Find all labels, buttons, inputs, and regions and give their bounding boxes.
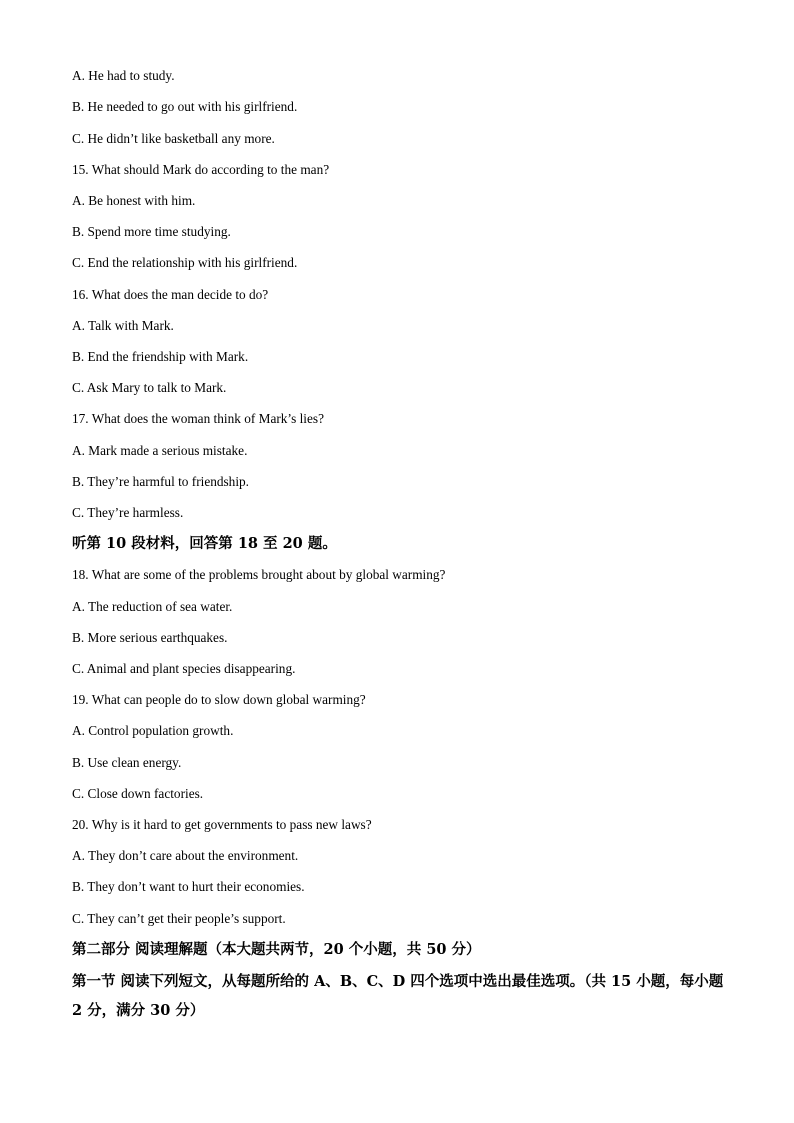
option-17b: B. They’re harmful to friendship. — [72, 474, 250, 489]
question-17: 17. What does the woman think of Mark’s lies? — [72, 411, 324, 426]
option-16c: C. Ask Mary to talk to Mark. — [72, 380, 227, 395]
option-18b: B. More serious earthquakes. — [72, 630, 228, 645]
part-two-heading: 第二部分 阅读理解题（本大题共两节，20 个小题，共 50 分） — [72, 941, 481, 958]
section-heading-passage-10: 听第 10 段材料，回答第 18 至 20 题。 — [72, 535, 337, 552]
option-16a: A. Talk with Mark. — [72, 318, 174, 333]
option-14b: B. He needed to go out with his girlfriend. — [72, 99, 298, 114]
question-20: 20. Why is it hard to get governments to pass new laws? — [72, 817, 372, 832]
question-16: 16. What does the man decide to do? — [72, 287, 269, 302]
section-one-instructions: 第一节 阅读下列短文，从每题所给的 A、B、C、D 四个选项中选出最佳选项。（共 15 小题，每小题 2 分，满分 30 分） — [72, 973, 724, 1019]
question-15: 15. What should Mark do according to the man? — [72, 162, 330, 177]
option-17a: A. Mark made a serious mistake. — [72, 443, 248, 458]
option-15c: C. End the relationship with his girlfriend. — [72, 255, 298, 270]
option-19b: B. Use clean energy. — [72, 755, 182, 770]
option-15a: A. Be honest with him. — [72, 193, 196, 208]
option-16b: B. End the friendship with Mark. — [72, 349, 249, 364]
option-20a: A. They don’t care about the environment. — [72, 848, 299, 863]
option-19a: A. Control population growth. — [72, 723, 234, 738]
option-14a: A. He had to study. — [72, 68, 175, 83]
option-17c: C. They’re harmless. — [72, 505, 184, 520]
option-18c: C. Animal and plant species disappearing. — [72, 661, 296, 676]
option-20c: C. They can’t get their people’s support. — [72, 911, 286, 926]
option-18a: A. The reduction of sea water. — [72, 599, 233, 614]
question-18: 18. What are some of the problems brought about by global warming? — [72, 567, 446, 582]
option-14c: C. He didn’t like basketball any more. — [72, 131, 275, 146]
option-19c: C. Close down factories. — [72, 786, 204, 801]
question-19: 19. What can people do to slow down global warming? — [72, 692, 366, 707]
option-15b: B. Spend more time studying. — [72, 224, 231, 239]
option-20b: B. They don’t want to hurt their economies. — [72, 879, 305, 894]
